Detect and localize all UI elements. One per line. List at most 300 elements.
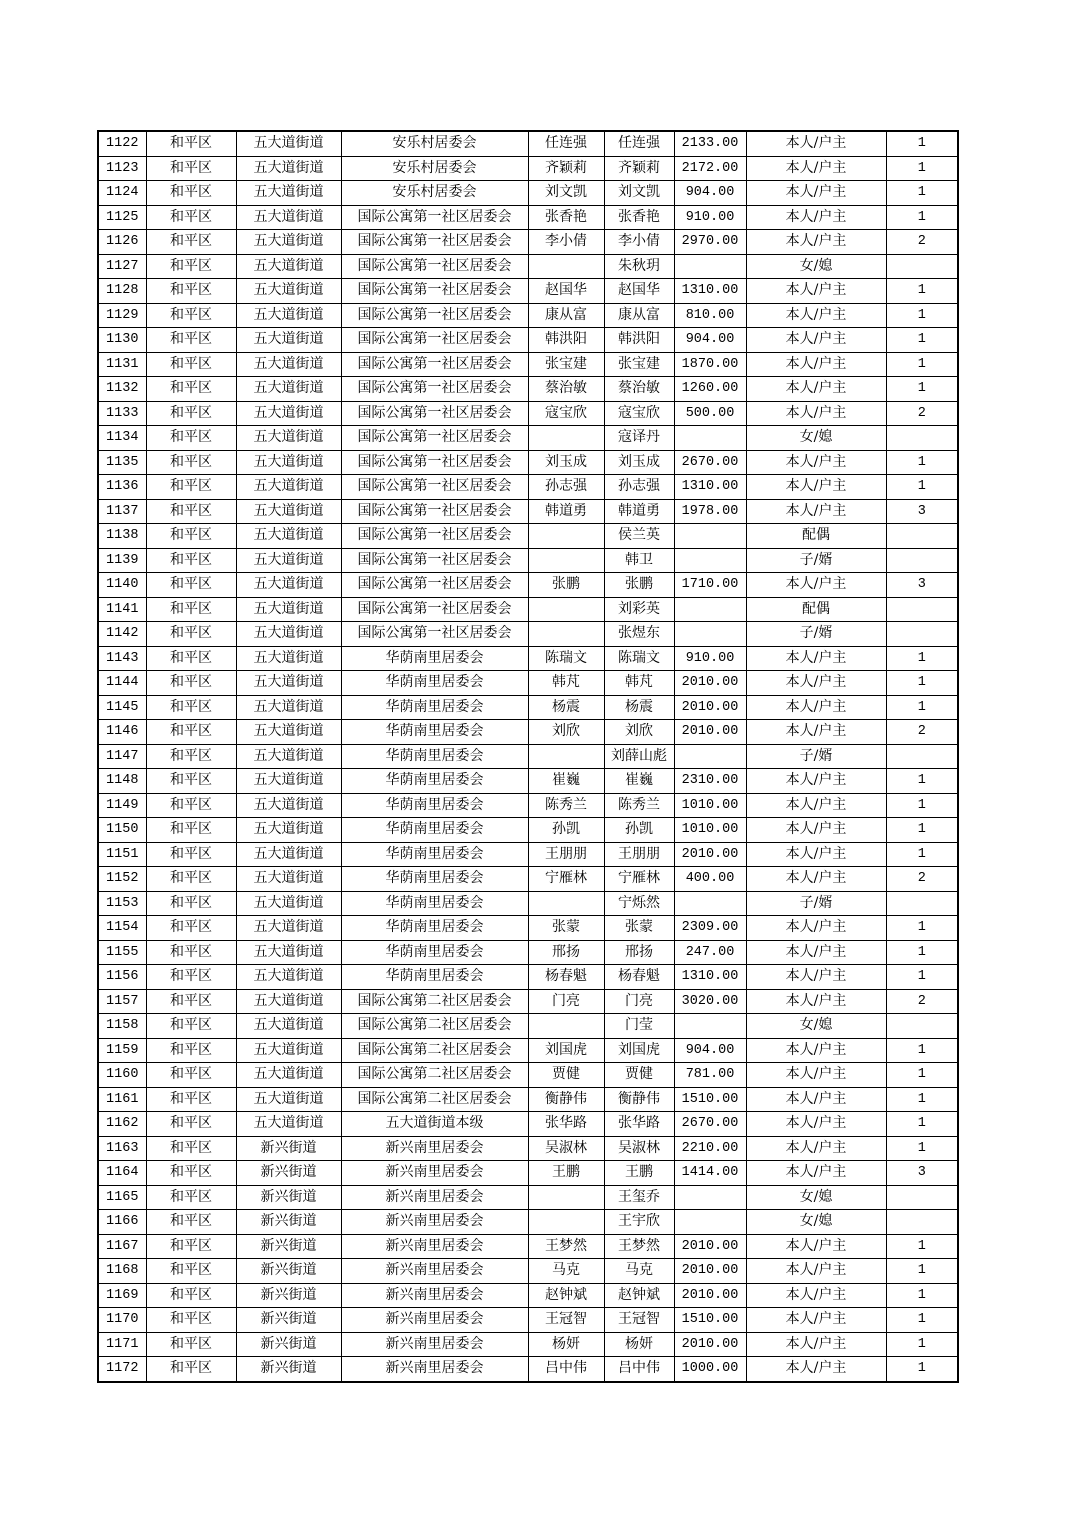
street-cell: 五大道街道 (236, 377, 341, 402)
committee-cell: 国际公寓第一社区居委会 (341, 548, 528, 573)
table-row (98, 524, 958, 549)
district-cell: 和平区 (146, 1136, 236, 1161)
household-size-cell (886, 524, 958, 549)
row-number-cell: 1158 (98, 1014, 146, 1039)
relation-cell: 本人/户主 (746, 156, 886, 181)
table-row (98, 1136, 958, 1161)
household-size-cell (886, 254, 958, 279)
row-number-cell: 1125 (98, 205, 146, 230)
household-size-cell: 1 (886, 842, 958, 867)
household-size-cell: 1 (886, 793, 958, 818)
member-name-cell: 吕中伟 (604, 1357, 674, 1382)
street-cell: 五大道街道 (236, 989, 341, 1014)
committee-cell: 新兴南里居委会 (341, 1283, 528, 1308)
member-name-cell: 侯兰英 (604, 524, 674, 549)
member-name-cell: 衡静伟 (604, 1087, 674, 1112)
street-cell: 新兴街道 (236, 1185, 341, 1210)
committee-cell: 国际公寓第一社区居委会 (341, 475, 528, 500)
household-size-cell: 1 (886, 279, 958, 304)
household-size-cell: 1 (886, 205, 958, 230)
table-row (98, 156, 958, 181)
applicant-name-cell: 张华路 (528, 1112, 604, 1137)
applicant-name-cell: 杨春魁 (528, 965, 604, 990)
amount-cell: 781.00 (674, 1063, 746, 1088)
street-cell: 五大道街道 (236, 524, 341, 549)
relation-cell: 子/婿 (746, 622, 886, 647)
row-number-cell: 1159 (98, 1038, 146, 1063)
amount-cell (674, 254, 746, 279)
member-name-cell: 门亮 (604, 989, 674, 1014)
applicant-name-cell: 吴淑林 (528, 1136, 604, 1161)
table-row (98, 720, 958, 745)
street-cell: 五大道街道 (236, 1038, 341, 1063)
member-name-cell: 韩道勇 (604, 499, 674, 524)
applicant-name-cell: 邢扬 (528, 940, 604, 965)
district-cell: 和平区 (146, 548, 236, 573)
member-name-cell: 崔巍 (604, 769, 674, 794)
street-cell: 五大道街道 (236, 254, 341, 279)
applicant-name-cell: 张宝建 (528, 352, 604, 377)
table-row (98, 1063, 958, 1088)
member-name-cell: 刘彩英 (604, 597, 674, 622)
row-number-cell: 1142 (98, 622, 146, 647)
amount-cell: 2210.00 (674, 1136, 746, 1161)
relation-cell: 配偶 (746, 524, 886, 549)
applicant-name-cell: 刘文凯 (528, 181, 604, 206)
household-size-cell: 3 (886, 499, 958, 524)
committee-cell: 国际公寓第二社区居委会 (341, 1063, 528, 1088)
household-size-cell: 2 (886, 230, 958, 255)
household-size-cell: 1 (886, 1308, 958, 1333)
amount-cell: 810.00 (674, 303, 746, 328)
street-cell: 五大道街道 (236, 475, 341, 500)
committee-cell: 国际公寓第二社区居委会 (341, 1014, 528, 1039)
relation-cell: 本人/户主 (746, 401, 886, 426)
household-size-cell (886, 1185, 958, 1210)
table-row (98, 1259, 958, 1284)
committee-cell: 新兴南里居委会 (341, 1136, 528, 1161)
committee-cell: 国际公寓第一社区居委会 (341, 401, 528, 426)
relation-cell: 本人/户主 (746, 450, 886, 475)
relation-cell: 本人/户主 (746, 818, 886, 843)
member-name-cell: 陈瑞文 (604, 646, 674, 671)
row-number-cell: 1163 (98, 1136, 146, 1161)
district-cell: 和平区 (146, 181, 236, 206)
table-row (98, 1014, 958, 1039)
household-size-cell: 1 (886, 1283, 958, 1308)
applicant-name-cell: 陈瑞文 (528, 646, 604, 671)
row-number-cell: 1134 (98, 426, 146, 451)
relation-cell: 本人/户主 (746, 205, 886, 230)
household-size-cell: 1 (886, 131, 958, 156)
table-row (98, 646, 958, 671)
applicant-name-cell: 韩道勇 (528, 499, 604, 524)
row-number-cell: 1167 (98, 1234, 146, 1259)
committee-cell: 五大道街道本级 (341, 1112, 528, 1137)
street-cell: 五大道街道 (236, 573, 341, 598)
member-name-cell: 王梦然 (604, 1234, 674, 1259)
household-size-cell: 1 (886, 1136, 958, 1161)
district-cell: 和平区 (146, 1014, 236, 1039)
amount-cell: 1510.00 (674, 1087, 746, 1112)
row-number-cell: 1145 (98, 695, 146, 720)
applicant-name-cell: 衡静伟 (528, 1087, 604, 1112)
member-name-cell: 王朋朋 (604, 842, 674, 867)
relation-cell: 本人/户主 (746, 1112, 886, 1137)
district-cell: 和平区 (146, 646, 236, 671)
relation-cell: 子/婿 (746, 548, 886, 573)
committee-cell: 安乐村居委会 (341, 181, 528, 206)
district-cell: 和平区 (146, 328, 236, 353)
table-row (98, 769, 958, 794)
amount-cell: 1260.00 (674, 377, 746, 402)
amount-cell: 1510.00 (674, 1308, 746, 1333)
row-number-cell: 1169 (98, 1283, 146, 1308)
committee-cell: 华荫南里居委会 (341, 695, 528, 720)
relation-cell: 女/媳 (746, 254, 886, 279)
amount-cell: 247.00 (674, 940, 746, 965)
amount-cell: 2309.00 (674, 916, 746, 941)
street-cell: 新兴街道 (236, 1210, 341, 1235)
committee-cell: 国际公寓第二社区居委会 (341, 989, 528, 1014)
applicant-name-cell: 宁雁林 (528, 867, 604, 892)
district-cell: 和平区 (146, 1063, 236, 1088)
table-row (98, 695, 958, 720)
street-cell: 五大道街道 (236, 156, 341, 181)
district-cell: 和平区 (146, 769, 236, 794)
table-row (98, 1308, 958, 1333)
relation-cell: 本人/户主 (746, 646, 886, 671)
member-name-cell: 王鹏 (604, 1161, 674, 1186)
committee-cell: 华荫南里居委会 (341, 744, 528, 769)
applicant-name-cell (528, 254, 604, 279)
table-row (98, 1038, 958, 1063)
row-number-cell: 1146 (98, 720, 146, 745)
amount-cell: 2010.00 (674, 1332, 746, 1357)
row-number-cell: 1152 (98, 867, 146, 892)
amount-cell: 2010.00 (674, 1283, 746, 1308)
amount-cell (674, 1210, 746, 1235)
household-size-cell: 1 (886, 352, 958, 377)
committee-cell: 华荫南里居委会 (341, 769, 528, 794)
applicant-name-cell: 寇宝欣 (528, 401, 604, 426)
household-size-cell (886, 1014, 958, 1039)
member-name-cell: 孙志强 (604, 475, 674, 500)
member-name-cell: 康从富 (604, 303, 674, 328)
table-row (98, 916, 958, 941)
relation-cell: 子/婿 (746, 891, 886, 916)
relation-cell: 本人/户主 (746, 671, 886, 696)
row-number-cell: 1166 (98, 1210, 146, 1235)
street-cell: 五大道街道 (236, 401, 341, 426)
applicant-name-cell: 崔巍 (528, 769, 604, 794)
household-size-cell: 1 (886, 1112, 958, 1137)
member-name-cell: 张煜东 (604, 622, 674, 647)
amount-cell: 1310.00 (674, 279, 746, 304)
amount-cell (674, 426, 746, 451)
applicant-name-cell: 张香艳 (528, 205, 604, 230)
amount-cell (674, 1014, 746, 1039)
amount-cell (674, 744, 746, 769)
applicant-name-cell: 刘国虎 (528, 1038, 604, 1063)
committee-cell: 华荫南里居委会 (341, 793, 528, 818)
street-cell: 五大道街道 (236, 769, 341, 794)
table-row (98, 279, 958, 304)
relation-cell: 本人/户主 (746, 1259, 886, 1284)
row-number-cell: 1127 (98, 254, 146, 279)
relation-cell: 本人/户主 (746, 303, 886, 328)
committee-cell: 新兴南里居委会 (341, 1332, 528, 1357)
table-row (98, 1185, 958, 1210)
street-cell: 五大道街道 (236, 842, 341, 867)
household-size-cell: 1 (886, 695, 958, 720)
household-size-cell: 1 (886, 156, 958, 181)
amount-cell: 2172.00 (674, 156, 746, 181)
applicant-name-cell: 齐颖莉 (528, 156, 604, 181)
table-row (98, 573, 958, 598)
household-size-cell (886, 548, 958, 573)
row-number-cell: 1122 (98, 131, 146, 156)
district-cell: 和平区 (146, 891, 236, 916)
household-size-cell: 1 (886, 328, 958, 353)
household-size-cell: 1 (886, 181, 958, 206)
row-number-cell: 1171 (98, 1332, 146, 1357)
committee-cell: 华荫南里居委会 (341, 842, 528, 867)
household-size-cell: 1 (886, 1357, 958, 1382)
household-size-cell: 3 (886, 1161, 958, 1186)
row-number-cell: 1129 (98, 303, 146, 328)
row-number-cell: 1164 (98, 1161, 146, 1186)
household-size-cell (886, 622, 958, 647)
applicant-name-cell (528, 1210, 604, 1235)
table-row (98, 818, 958, 843)
street-cell: 五大道街道 (236, 646, 341, 671)
member-name-cell: 杨震 (604, 695, 674, 720)
row-number-cell: 1123 (98, 156, 146, 181)
relation-cell: 本人/户主 (746, 1136, 886, 1161)
street-cell: 五大道街道 (236, 1112, 341, 1137)
amount-cell: 910.00 (674, 646, 746, 671)
amount-cell: 500.00 (674, 401, 746, 426)
relation-cell: 本人/户主 (746, 842, 886, 867)
table-row (98, 744, 958, 769)
district-cell: 和平区 (146, 671, 236, 696)
district-cell: 和平区 (146, 475, 236, 500)
table-row (98, 499, 958, 524)
relation-cell: 本人/户主 (746, 279, 886, 304)
street-cell: 新兴街道 (236, 1332, 341, 1357)
district-cell: 和平区 (146, 744, 236, 769)
district-cell: 和平区 (146, 1357, 236, 1382)
row-number-cell: 1172 (98, 1357, 146, 1382)
amount-cell: 2010.00 (674, 720, 746, 745)
table-row (98, 1234, 958, 1259)
relation-cell: 本人/户主 (746, 573, 886, 598)
relation-cell: 本人/户主 (746, 1332, 886, 1357)
relation-cell: 本人/户主 (746, 720, 886, 745)
relation-cell: 本人/户主 (746, 916, 886, 941)
amount-cell: 2310.00 (674, 769, 746, 794)
relation-cell: 本人/户主 (746, 1038, 886, 1063)
table-row (98, 401, 958, 426)
district-cell: 和平区 (146, 1234, 236, 1259)
district-cell: 和平区 (146, 1210, 236, 1235)
street-cell: 新兴街道 (236, 1161, 341, 1186)
district-cell: 和平区 (146, 426, 236, 451)
relation-cell: 本人/户主 (746, 1087, 886, 1112)
amount-cell: 2010.00 (674, 1259, 746, 1284)
household-size-cell: 2 (886, 401, 958, 426)
relation-cell: 本人/户主 (746, 695, 886, 720)
member-name-cell: 张香艳 (604, 205, 674, 230)
row-number-cell: 1162 (98, 1112, 146, 1137)
committee-cell: 华荫南里居委会 (341, 965, 528, 990)
household-size-cell: 1 (886, 646, 958, 671)
applicant-name-cell: 孙志强 (528, 475, 604, 500)
row-number-cell: 1133 (98, 401, 146, 426)
street-cell: 五大道街道 (236, 965, 341, 990)
committee-cell: 新兴南里居委会 (341, 1357, 528, 1382)
amount-cell: 904.00 (674, 328, 746, 353)
district-cell: 和平区 (146, 1185, 236, 1210)
relation-cell: 本人/户主 (746, 1234, 886, 1259)
district-cell: 和平区 (146, 622, 236, 647)
committee-cell: 新兴南里居委会 (341, 1234, 528, 1259)
member-name-cell: 赵钟斌 (604, 1283, 674, 1308)
committee-cell: 华荫南里居委会 (341, 916, 528, 941)
applicant-name-cell (528, 597, 604, 622)
district-cell: 和平区 (146, 1283, 236, 1308)
committee-cell: 国际公寓第一社区居委会 (341, 230, 528, 255)
street-cell: 五大道街道 (236, 352, 341, 377)
committee-cell: 安乐村居委会 (341, 131, 528, 156)
amount-cell: 1010.00 (674, 793, 746, 818)
applicant-name-cell: 杨妍 (528, 1332, 604, 1357)
table-row (98, 793, 958, 818)
table-row (98, 303, 958, 328)
table-row (98, 1210, 958, 1235)
district-cell: 和平区 (146, 156, 236, 181)
applicant-name-cell: 康从富 (528, 303, 604, 328)
applicant-name-cell: 刘欣 (528, 720, 604, 745)
household-size-cell: 1 (886, 769, 958, 794)
applicant-name-cell (528, 426, 604, 451)
amount-cell (674, 622, 746, 647)
household-size-cell (886, 1210, 958, 1235)
street-cell: 新兴街道 (236, 1283, 341, 1308)
applicant-name-cell: 张蒙 (528, 916, 604, 941)
applicant-name-cell: 王鹏 (528, 1161, 604, 1186)
street-cell: 五大道街道 (236, 916, 341, 941)
street-cell: 五大道街道 (236, 720, 341, 745)
member-name-cell: 王冠智 (604, 1308, 674, 1333)
member-name-cell: 张蒙 (604, 916, 674, 941)
committee-cell: 华荫南里居委会 (341, 940, 528, 965)
member-name-cell: 韩卫 (604, 548, 674, 573)
table-row (98, 205, 958, 230)
member-name-cell: 孙凯 (604, 818, 674, 843)
row-number-cell: 1137 (98, 499, 146, 524)
row-number-cell: 1156 (98, 965, 146, 990)
member-name-cell: 刘文凯 (604, 181, 674, 206)
table-row (98, 328, 958, 353)
household-size-cell: 2 (886, 867, 958, 892)
member-name-cell: 门莹 (604, 1014, 674, 1039)
member-name-cell: 寇译丹 (604, 426, 674, 451)
street-cell: 五大道街道 (236, 1063, 341, 1088)
household-size-cell: 1 (886, 1259, 958, 1284)
row-number-cell: 1150 (98, 818, 146, 843)
member-name-cell: 陈秀兰 (604, 793, 674, 818)
household-size-cell: 1 (886, 1087, 958, 1112)
table-row (98, 230, 958, 255)
committee-cell: 国际公寓第一社区居委会 (341, 205, 528, 230)
table-row (98, 1087, 958, 1112)
relation-cell: 本人/户主 (746, 1357, 886, 1382)
street-cell: 五大道街道 (236, 622, 341, 647)
relation-cell: 女/媳 (746, 1210, 886, 1235)
amount-cell: 1414.00 (674, 1161, 746, 1186)
amount-cell: 3020.00 (674, 989, 746, 1014)
district-cell: 和平区 (146, 352, 236, 377)
row-number-cell: 1138 (98, 524, 146, 549)
district-cell: 和平区 (146, 793, 236, 818)
relation-cell: 本人/户主 (746, 131, 886, 156)
amount-cell (674, 891, 746, 916)
street-cell: 五大道街道 (236, 695, 341, 720)
street-cell: 五大道街道 (236, 426, 341, 451)
district-cell: 和平区 (146, 205, 236, 230)
table-row (98, 450, 958, 475)
relation-cell: 本人/户主 (746, 377, 886, 402)
member-name-cell: 齐颖莉 (604, 156, 674, 181)
member-name-cell: 韩洪阳 (604, 328, 674, 353)
relation-cell: 本人/户主 (746, 769, 886, 794)
relation-cell: 本人/户主 (746, 1161, 886, 1186)
amount-cell: 2670.00 (674, 1112, 746, 1137)
table-row (98, 377, 958, 402)
amount-cell: 2010.00 (674, 695, 746, 720)
committee-cell: 国际公寓第一社区居委会 (341, 377, 528, 402)
committee-cell: 国际公寓第一社区居委会 (341, 426, 528, 451)
district-cell: 和平区 (146, 597, 236, 622)
household-size-cell: 1 (886, 671, 958, 696)
street-cell: 五大道街道 (236, 548, 341, 573)
relation-cell: 女/媳 (746, 1014, 886, 1039)
amount-cell (674, 548, 746, 573)
district-cell: 和平区 (146, 720, 236, 745)
applicant-name-cell: 张鹏 (528, 573, 604, 598)
member-name-cell: 蔡治敏 (604, 377, 674, 402)
committee-cell: 国际公寓第一社区居委会 (341, 279, 528, 304)
amount-cell: 1000.00 (674, 1357, 746, 1382)
applicant-name-cell: 刘玉成 (528, 450, 604, 475)
member-name-cell: 刘欣 (604, 720, 674, 745)
amount-cell: 904.00 (674, 1038, 746, 1063)
assistance-roster-table (97, 130, 959, 1383)
district-cell: 和平区 (146, 377, 236, 402)
member-name-cell: 张华路 (604, 1112, 674, 1137)
table-row (98, 1112, 958, 1137)
household-size-cell (886, 744, 958, 769)
applicant-name-cell (528, 548, 604, 573)
row-number-cell: 1153 (98, 891, 146, 916)
applicant-name-cell: 门亮 (528, 989, 604, 1014)
district-cell: 和平区 (146, 230, 236, 255)
member-name-cell: 朱秋玥 (604, 254, 674, 279)
applicant-name-cell (528, 891, 604, 916)
street-cell: 五大道街道 (236, 818, 341, 843)
